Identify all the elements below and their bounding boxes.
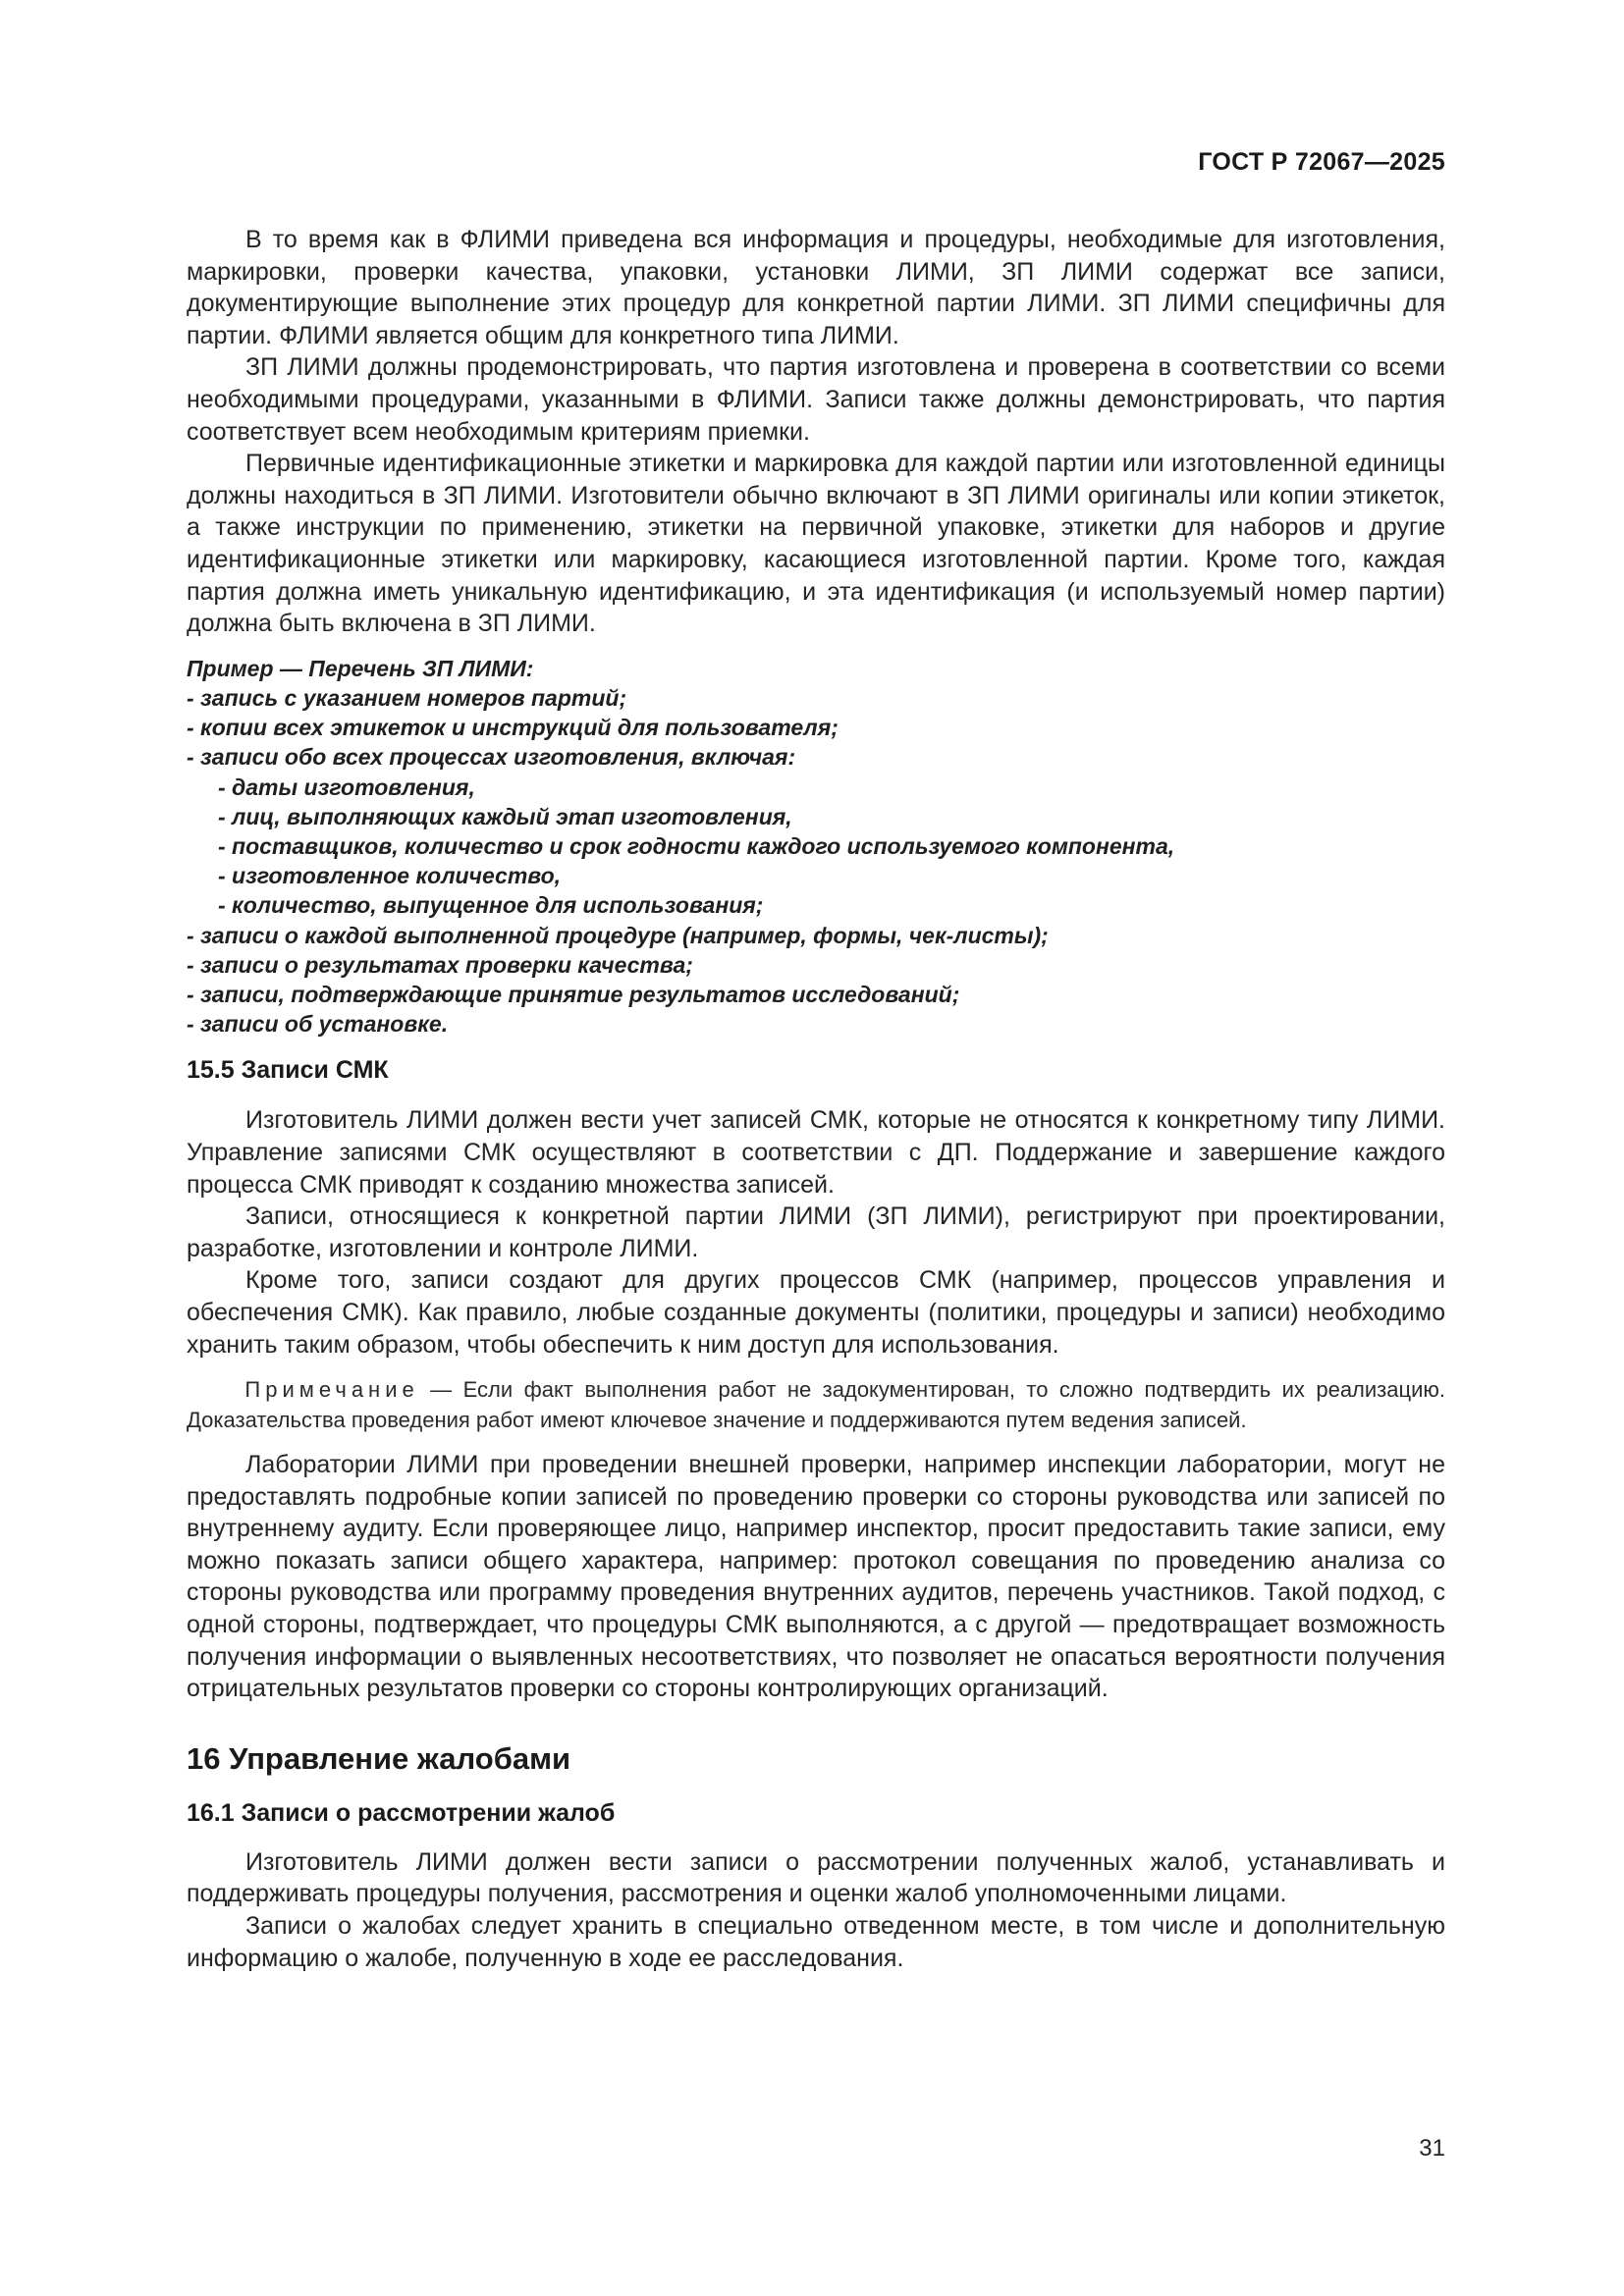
- example-block: [187, 654, 1445, 1040]
- section-15-5-paragraph-2: Записи, относящиеся к конкретной партии ЛИМИ (ЗП ЛИМИ), регистрируют при проектировании, разработке, изготовлении и контроле ЛИМИ.: [187, 1202, 1445, 1262]
- section-16-1-paragraph-1: Изготовитель ЛИМИ должен вести записи о рассмотрении полученных жалоб, устанавливать и поддерживать процедуры получения, рассмотрения и оценки жалоб уполномоченными лицами.: [187, 1847, 1445, 1908]
- example-subitem: - изготовленное количество,: [218, 863, 562, 889]
- section-15-5-paragraph-3: Кроме того, записи создают для других процессов СМК (например, процессов управления и обеспечения СМК). Как правило, любые созданные документы (политики, процедуры и записи) необходимо хранить таким образом, чтобы обеспечить к ним доступ для использования.: [187, 1266, 1445, 1359]
- example-item: - записи, подтверждающие принятие результатов исследований;: [187, 981, 960, 1007]
- section-16-1-heading: 16.1 Записи о рассмотрении жалоб: [187, 1798, 616, 1827]
- example-item: - запись с указанием номеров партий;: [187, 684, 627, 711]
- example-item: - записи о каждой выполненной процедуре (например, формы, чек-листы);: [187, 922, 1049, 948]
- intro-paragraph-3: Первичные идентификационные этикетки и маркировка для каждой партии или изготовленной единицы должны находиться в ЗП ЛИМИ. Изготовители обычно включают в ЗП ЛИМИ оригиналы или копии этикеток, а также инструкции по применению, этикетки на первичной упаковке, этикетки для наборов и другие идентификационные этикетки или маркировку, касающиеся изготовленной партии. Кроме того, каждая партия должна иметь уникальную идентификацию, и эта идентификация (и используемый номер партии) должна быть включена в ЗП ЛИМИ.: [187, 450, 1445, 638]
- page-number: 31: [1419, 2135, 1445, 2162]
- intro-paragraph-1: В то время как в ФЛИМИ приведена вся информация и процедуры, необходимые для изготовления, маркировки, проверки качества, упаковки, установки ЛИМИ, ЗП ЛИМИ содержат все записи, документирующие выполнение этих процедур для конкретной партии ЛИМИ. ЗП ЛИМИ специфичны для партии. ФЛИМИ является общим для конкретного типа ЛИМИ.: [187, 226, 1445, 349]
- example-item: - записи об установке.: [187, 1011, 449, 1038]
- example-title: Пример — Перечень ЗП ЛИМИ:: [187, 655, 534, 681]
- example-subitem: - лиц, выполняющих каждый этап изготовления,: [218, 803, 792, 829]
- example-subitem: - количество, выпущенное для использования;: [218, 892, 764, 919]
- example-subitem: - даты изготовления,: [218, 774, 475, 800]
- section-15-5-paragraph-1: Изготовитель ЛИМИ должен вести учет записей СМК, которые не относятся к конкретному типу ЛИМИ. Управление записями СМК осуществляют в соответствии с ДП. Поддержание и завершение каждого процесса СМК приводят к созданию множества записей.: [187, 1106, 1445, 1199]
- section-15-5-heading: 15.5 Записи СМК: [187, 1056, 389, 1085]
- note-text: — Если факт выполнения работ не задокументирован, то сложно подтвердить их реализацию. Доказательства проведения работ имеют ключевое значение и поддерживаются путем ведения записей.: [187, 1377, 1445, 1433]
- intro-paragraph-2: ЗП ЛИМИ должны продемонстрировать, что партия изготовлена и проверена в соответствии со всеми необходимыми процедурами, указанными в ФЛИМИ. Записи также должны демонстрировать, что партия соответствует всем необходимым критериям приемки.: [187, 353, 1445, 446]
- section-16-heading: 16 Управление жалобами: [187, 1740, 571, 1776]
- example-item: - записи обо всех процессах изготовления, включая:: [187, 744, 796, 771]
- example-subitem: - поставщиков, количество и срок годности каждого используемого компонента,: [218, 832, 1175, 859]
- section-16-1-paragraph-2: Записи о жалобах следует хранить в специально отведенном месте, в том числе и дополнительную информацию о жалобе, полученную в ходе ее расследования.: [187, 1912, 1445, 1972]
- section-15-5-final-paragraph: Лаборатории ЛИМИ при проведении внешней проверки, например инспекции лаборатории, могут не предоставлять подробные копии записей по проведению проверки со стороны руководства или записей по внутреннему аудиту. Если проверяющее лицо, например инспектор, просит предоставить такие записи, ему можно показать записи общего характера, например: протокол совещания по проведению анализа со стороны руководства или программу проведения внутренних аудитов, перечень участников. Такой подход, с одной стороны, подтверждает, что процедуры СМК выполняются, а с другой — предотвращает возможность получения информации о выявленных несоответствиях, что позволяет не опасаться вероятности получения отрицательных результатов проверки со стороны контролирующих организаций.: [187, 1451, 1445, 1703]
- document-body: [187, 224, 1445, 1974]
- example-item: - записи о результатах проверки качества;: [187, 951, 693, 978]
- document-code-header: ГОСТ Р 72067—2025: [1198, 148, 1445, 176]
- note-label: Примечание: [244, 1377, 419, 1403]
- note-block: [187, 1374, 1445, 1435]
- example-item: - копии всех этикеток и инструкций для пользователя;: [187, 715, 839, 741]
